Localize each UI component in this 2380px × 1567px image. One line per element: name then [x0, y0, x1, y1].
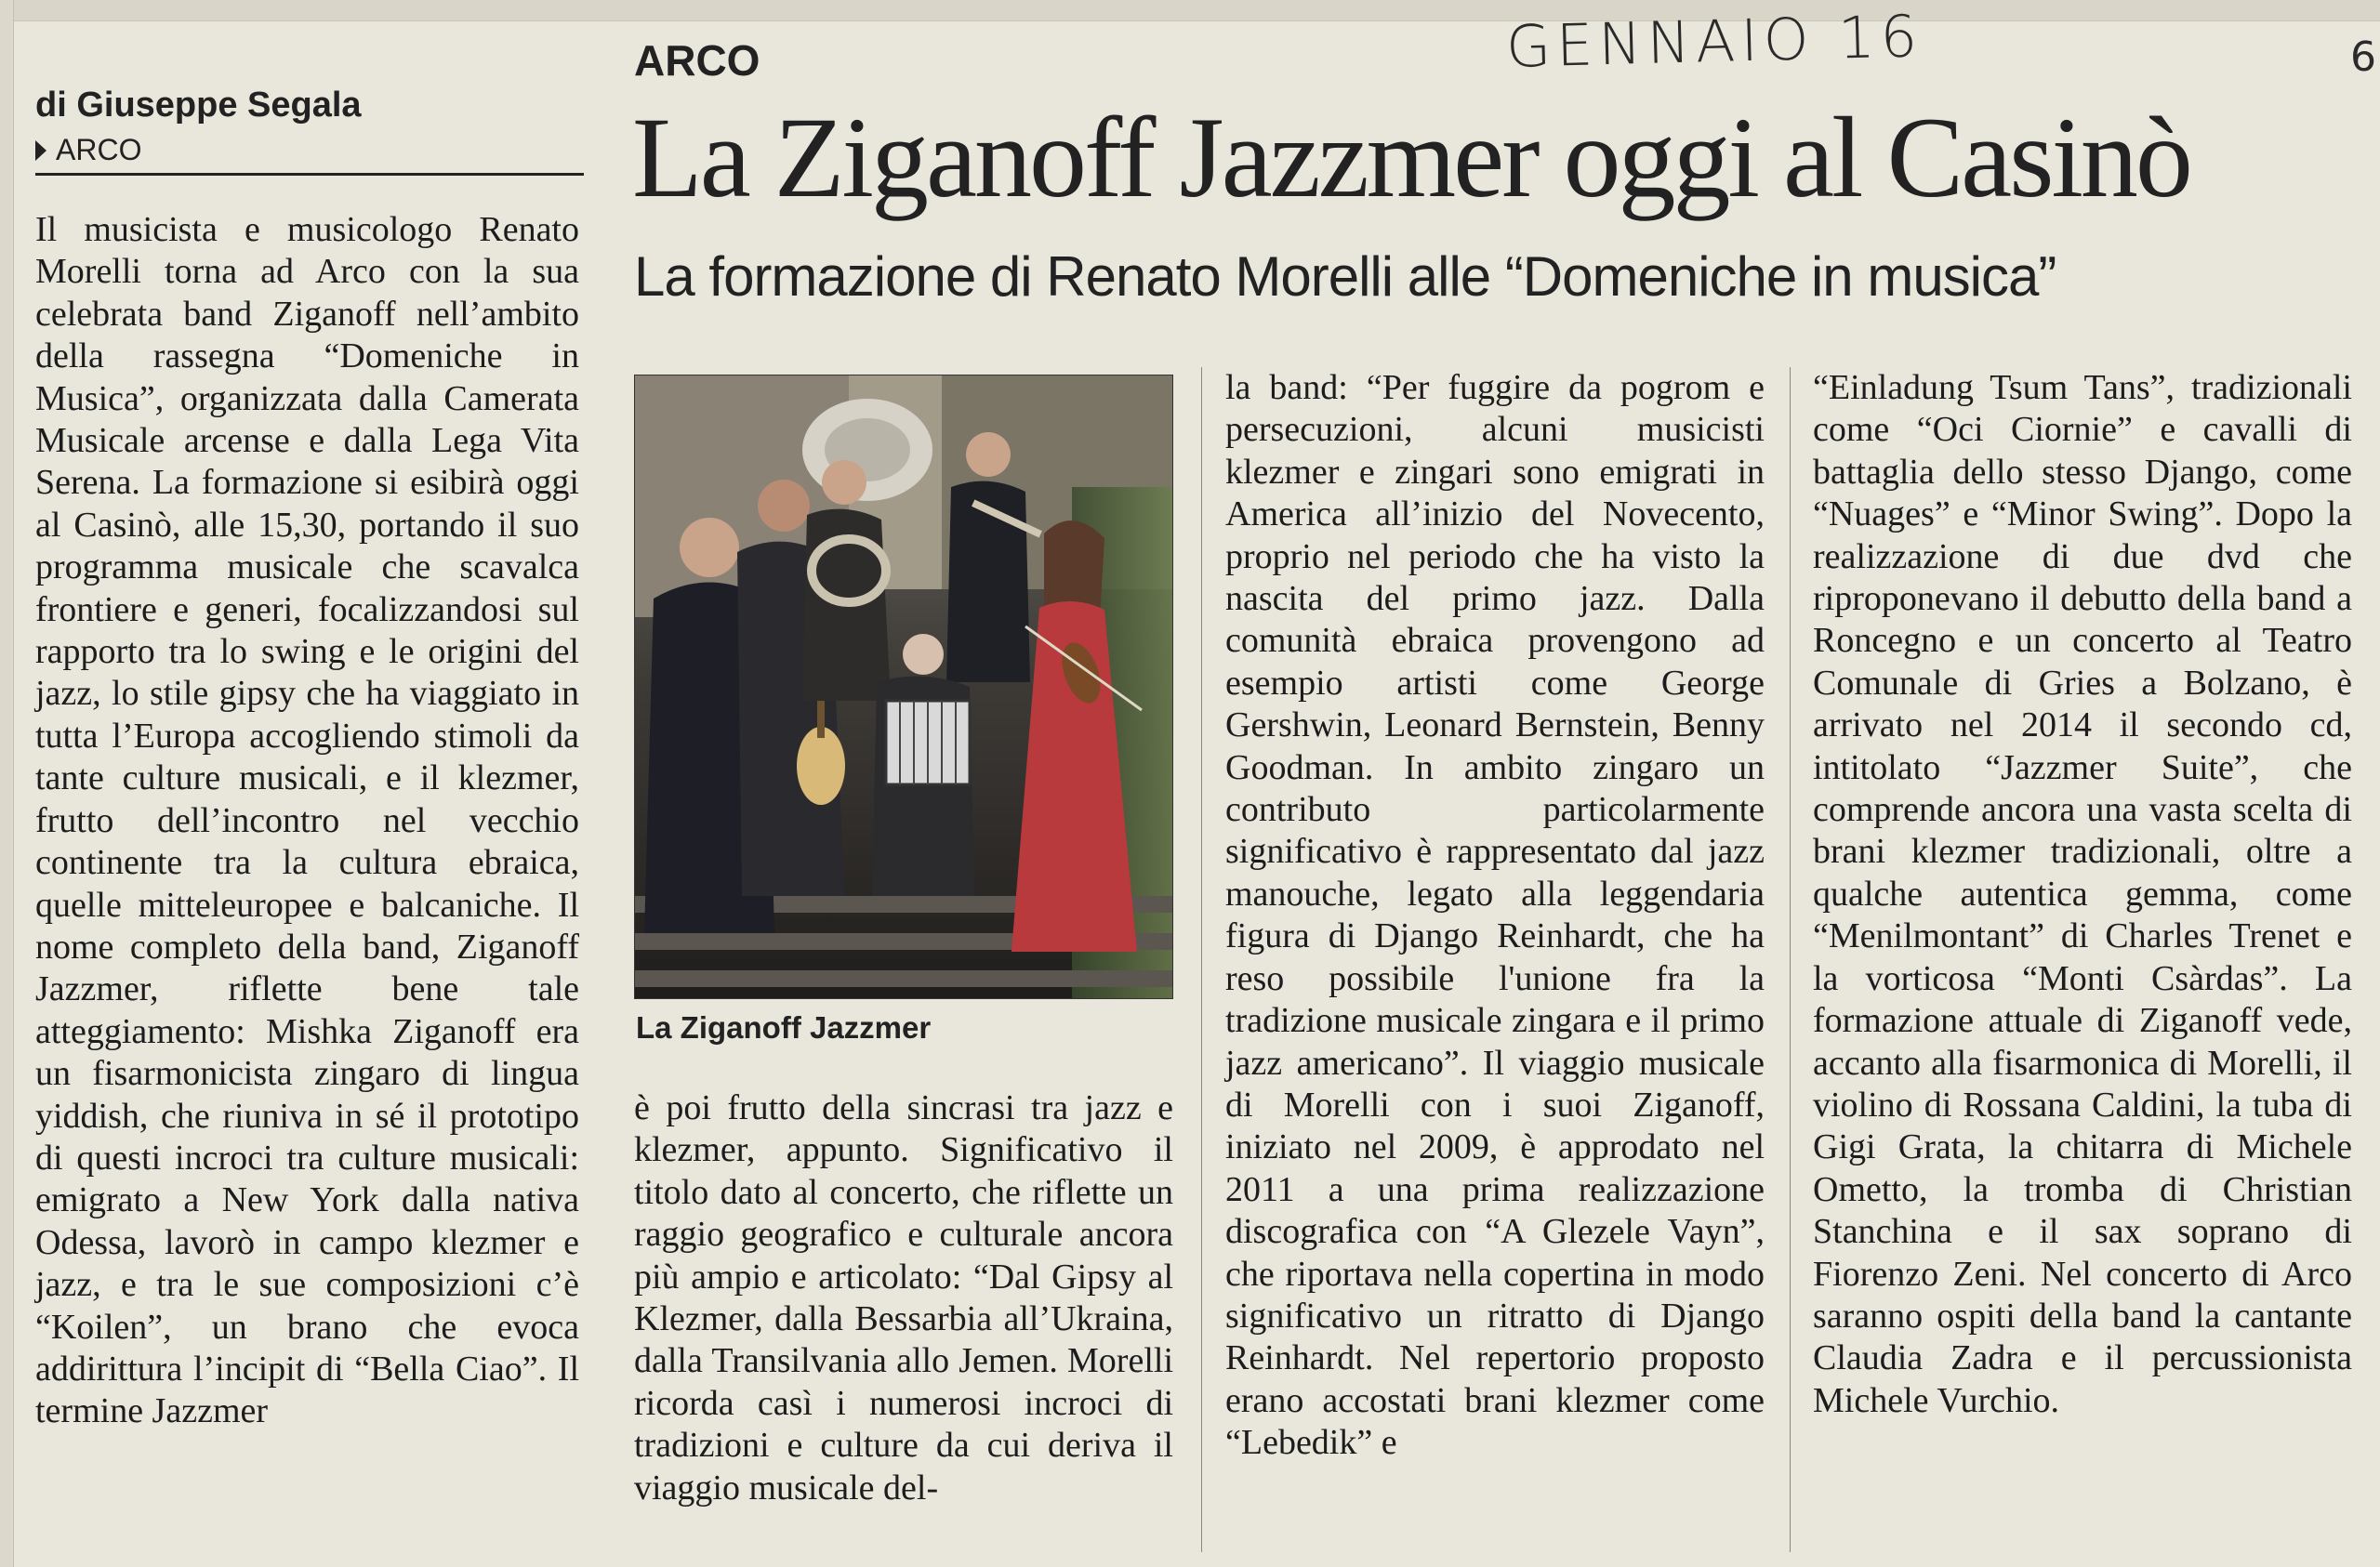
section-tag: ARCO: [634, 36, 760, 85]
location-label: ARCO: [56, 133, 142, 166]
subheadline: La formazione di Renato Morelli alle “Domeniche in musica”: [634, 245, 2056, 308]
article-column-1: Il musicista e musicologo Renato Morelli torna ad Arco con la sua celebrata band Ziganoff nell’ambito della rassegna “Domeniche in Musica”, organizzata dalla Camerata Musicale arcense e dalla Lega Vita Serena. La formazione si esibirà oggi al Casinò, alle 15,30, portando il suo programma musicale che scavalca frontiere e generi, focalizzandosi sul rapporto tra lo swing e le origini del jazz, lo stile gipsy che ha viaggiato in tutta l’Europa accogliendo stimoli da tante culture musicali, e il klezmer, frutto dell’incontro nel vecchio continente tra la cultura ebraica, quelle mitteleuropee e balcaniche. Il nome completo della band, Ziganoff Jazzmer, riflette bene tale atteggiamento: Mishka Ziganoff era un fisarmonicista zingaro di lingua yiddish, che riuniva in sé il prototipo di questi incroci tra culture musicali: emigrato a New York dalla nativa Odessa, lavorò in campo klezmer e jazz, e tra le sue composizioni c’è “Koilen”, un brano che evoca addirittura l’incipit di “Bella Ciao”. Il termine Jazzmer: [35, 210, 579, 1431]
triangle-bullet-icon: [35, 140, 46, 161]
handwritten-date: GENNAIO 16: [1505, 2, 1924, 81]
headline: La Ziganoff Jazzmer oggi al Casinò: [632, 94, 2190, 221]
article-column-2: è poi frutto della sincrasi tra jazz e klezmer, appunto. Significativo il titolo dato al concerto, che riflette un raggio geografico e culturale ancora più ampio e articolato: “Dal Gipsy al Klezmer, dalla Bessarbia all’Ukraina, dalla Transilvania allo Jemen. Morelli ricorda casì i numerosi incroci di tradizioni e culture da cui deriva il viaggio musicale del-: [634, 1088, 1173, 1508]
article-column-3: la band: “Per fuggire da pogrom e persecuzioni, alcuni musicisti klezmer e zingari sono emigrati in America all’inizio del Novecento, proprio nel periodo che ha visto la nascita del primo jazz. Dalla comunità ebraica provengono ad esempio artisti come George Gershwin, Leonard Bernstein, Benny Goodman. In ambito zingaro un contributo particolarmente significativo è rappresentato dal jazz manouche, legato alla leggendaria figura di Django Reinhardt, che ha reso possibile l'unione fra la tradizione musicale zingara e il primo jazz americano”. Il viaggio musicale di Morelli con i suoi Ziganoff, iniziato nel 2009, è approdato nel 2011 a una prima realizzazione discografica con “A Glezele Vayn”, che riportava nella copertina in modo significativo un ritratto di Django Reinhardt. Nel repertorio proposto erano accostati brani klezmer come “Lebedik” e: [1225, 368, 1765, 1463]
band-photo: [634, 375, 1173, 999]
article-column-4: “Einladung Tsum Tans”, tradizionali come “Oci Ciornie” e cavalli di battaglia dello stesso Django, come “Nuages” e “Minor Swing”. Dopo la realizzazione di due dvd che riproponevano il debutto della band a Roncegno e un concerto al Teatro Comunale di Gries a Bolzano, è arrivato nel 2014 il secondo cd, intitolato “Jazzmer Suite”, che comprende ancora una vasta scelta di brani klezmer tradizionali, oltre a qualche autentica gemma, come “Menilmontant” di Charles Trenet e la vorticosa “Monti Csàrdas”. La formazione attuale di Ziganoff vede, accanto alla fisarmonica di Morelli, il violino di Rossana Caldini, la tuba di Gigi Grata, la chitarra di Michele Ometto, la tromba di Christian Stanchina e il sax soprano di Fiorenzo Zeni. Nel concerto di Arco saranno ospiti della band la cantante Claudia Zadra e il percussionista Michele Vurchio.: [1813, 368, 2352, 1420]
column-divider: [1201, 367, 1202, 1552]
photo-caption: La Ziganoff Jazzmer: [636, 1010, 932, 1045]
location-line: [35, 133, 584, 176]
clipping-left-edge: [0, 0, 14, 1567]
edge-mark: 6: [2350, 33, 2376, 81]
column-divider: [1790, 367, 1791, 1552]
byline: di Giuseppe Segala: [35, 86, 362, 125]
byline-block: [35, 86, 584, 176]
